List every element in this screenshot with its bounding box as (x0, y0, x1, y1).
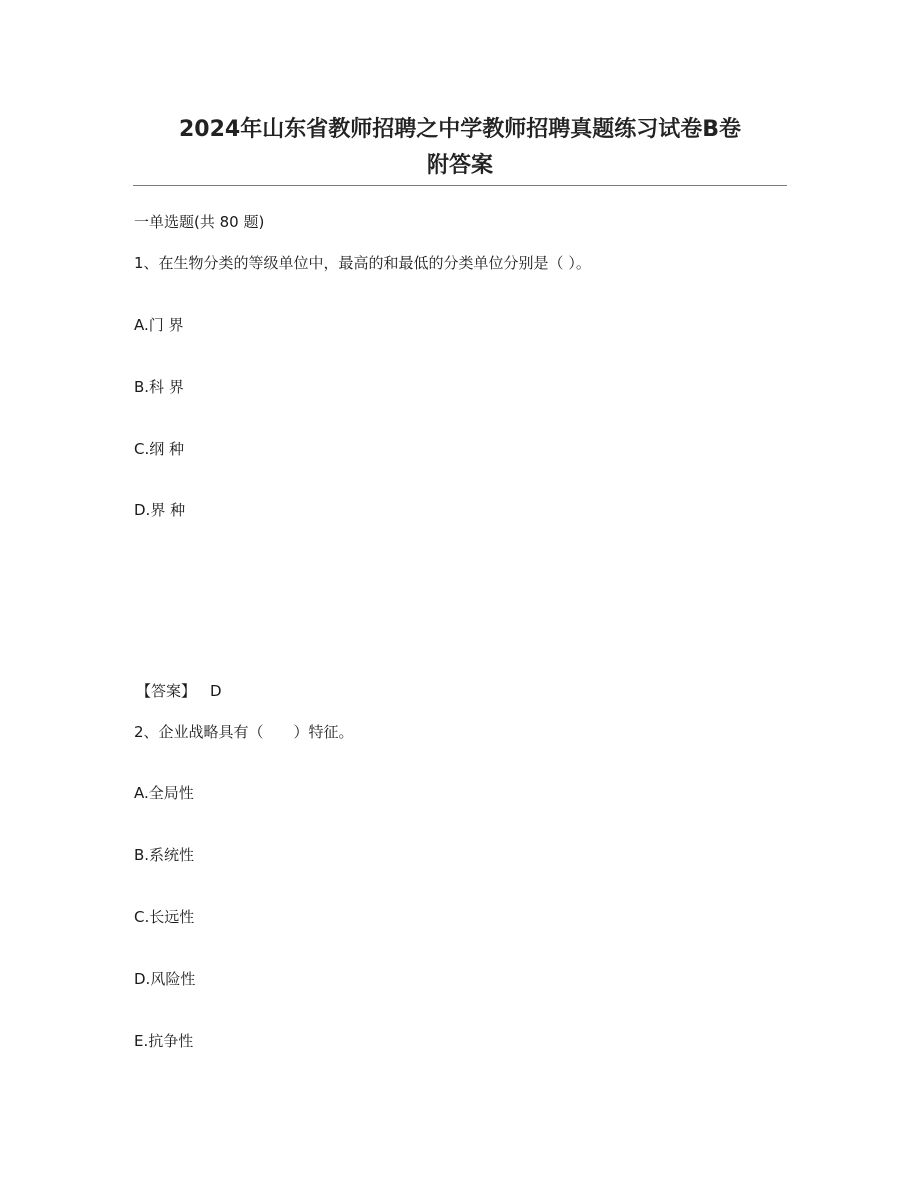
question-1-option-c: C.纲 种 (134, 440, 185, 458)
page-title (133, 112, 787, 184)
question-2-option-c: C.长远性 (134, 908, 195, 926)
question-2-option-e: E.抗争性 (134, 1032, 194, 1050)
question-1-option-a: A.门 界 (134, 316, 184, 334)
question-1-stem: 1、在生物分类的等级单位中，最高的和最低的分类单位分别是（ ）。 (134, 254, 591, 272)
title-line-2: 附答案 (426, 153, 493, 178)
question-2-option-b: B.系统性 (134, 846, 195, 864)
section-heading: 一单选题(共 80 题) (134, 213, 265, 231)
answer-label: 【答案】 (136, 682, 197, 700)
answer-value: D (210, 682, 222, 700)
question-1-option-d: D.界 种 (134, 501, 186, 519)
question-2-stem: 2、企业战略具有（ ）特征。 (134, 723, 354, 741)
question-1-option-b: B.科 界 (134, 378, 184, 396)
question-1-answer (136, 681, 222, 701)
question-2-option-a: A.全局性 (134, 784, 194, 802)
question-2-option-d: D.风险性 (134, 970, 196, 988)
title-line-1: 2024年山东省教师招聘之中学教师招聘真题练习试卷B卷 (178, 117, 741, 142)
title-divider (133, 185, 787, 186)
